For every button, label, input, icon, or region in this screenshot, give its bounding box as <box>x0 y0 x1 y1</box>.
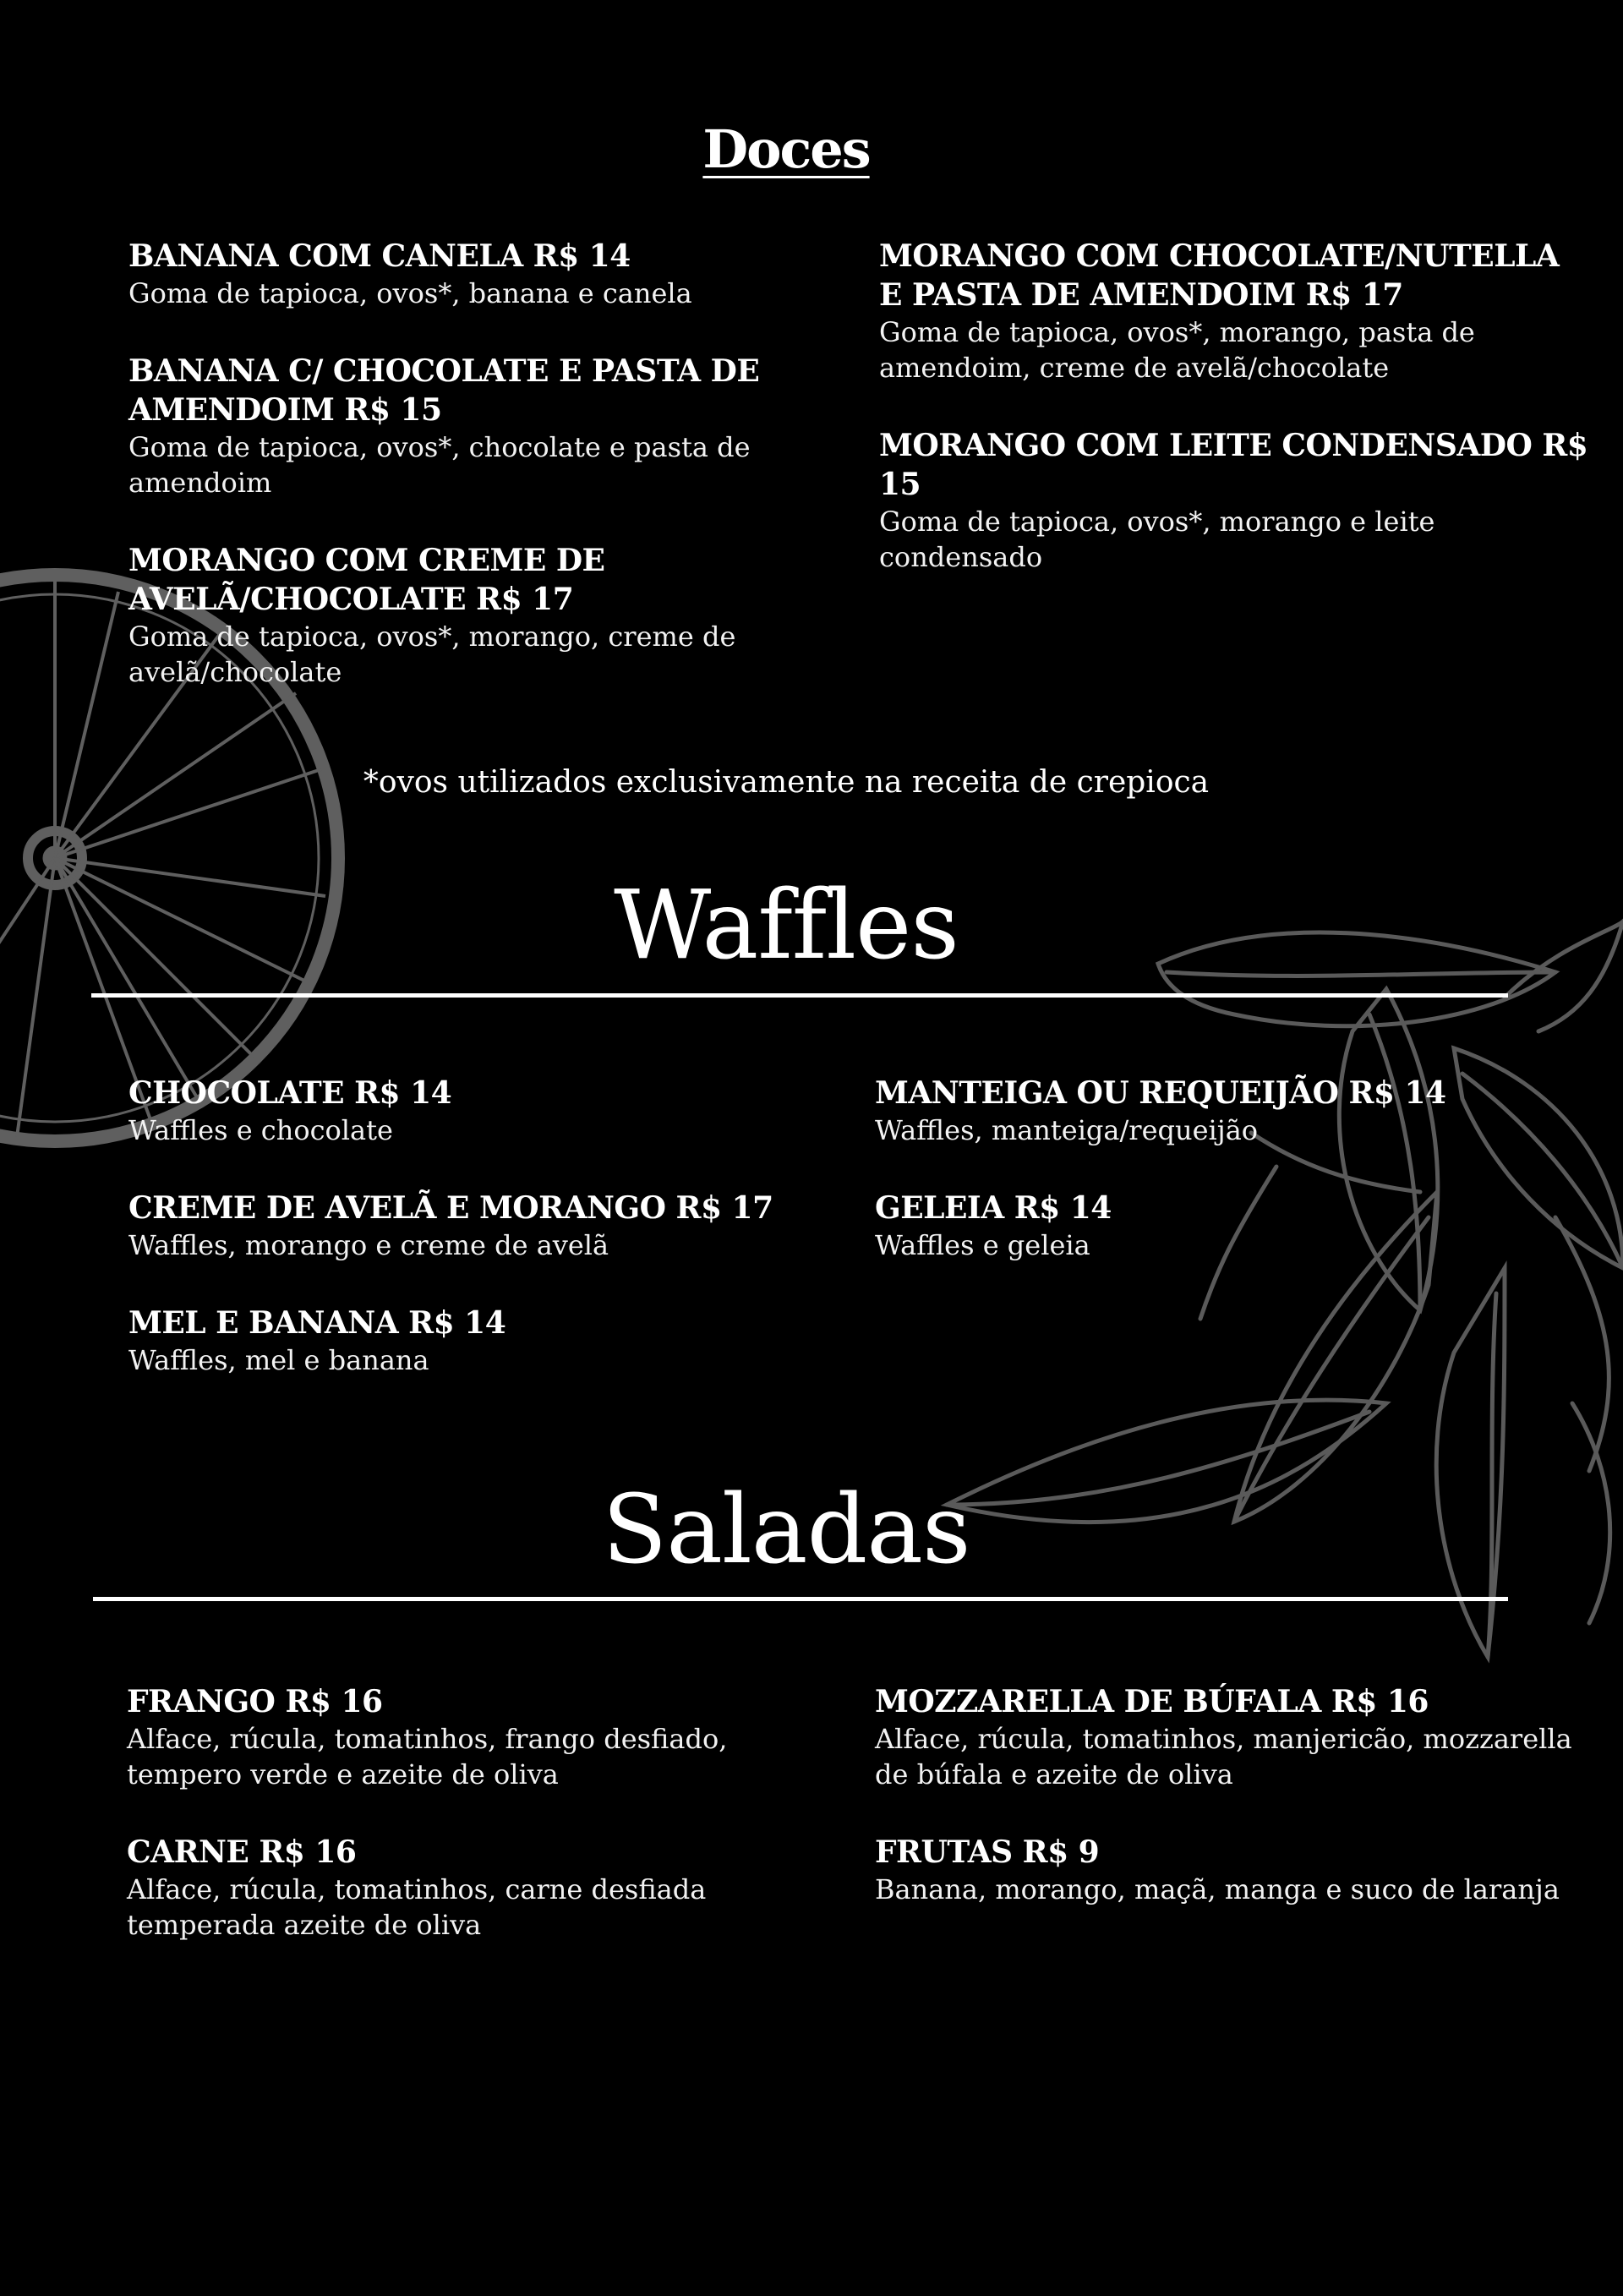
menu-item-name: CHOCOLATE R$ 14 <box>128 1075 452 1111</box>
menu-item-description: Goma de tapioca, ovos*, chocolate e pasta de amendoim <box>128 431 751 499</box>
menu-item <box>128 541 830 690</box>
eggs-footnote: *ovos utilizados exclusivamente na receita de crepioca <box>363 765 1210 800</box>
menu-item <box>875 1682 1585 1792</box>
menu-item-name: CREME DE AVELÃ E MORANGO R$ 17 <box>128 1190 773 1226</box>
menu-item <box>875 1833 1585 1907</box>
menu-item-description: Goma de tapioca, ovos*, morango e leite condensado <box>879 506 1435 573</box>
menu-item-name: MANTEIGA OU REQUEIJÃO R$ 14 <box>875 1075 1446 1111</box>
saladas-section-title: Saladas <box>602 1475 970 1585</box>
menu-item-name: MORANGO COM LEITE CONDENSADO R$ 15 <box>879 428 1588 502</box>
menu-item-description: Goma de tapioca, ovos*, morango, pasta de amendoim, creme de avelã/chocolate <box>879 316 1475 384</box>
menu-item-description: Waffles, manteiga/requeijão <box>875 1114 1259 1146</box>
leaves-illustration-icon <box>913 913 1623 1708</box>
menu-item <box>875 1074 1585 1148</box>
waffles-right-column <box>875 1074 1585 1304</box>
menu-item-description: Waffles e geleia <box>875 1229 1090 1261</box>
waffles-left-column <box>128 1074 830 1419</box>
menu-item <box>127 1833 828 1943</box>
menu-item <box>128 1304 830 1378</box>
doces-right-column <box>879 237 1589 615</box>
menu-item-name: BANANA C/ CHOCOLATE E PASTA DE AMENDOIM R$ 15 <box>128 353 760 428</box>
menu-item-name: MORANGO COM CREME DE AVELÃ/CHOCOLATE R$ 17 <box>128 543 605 617</box>
menu-item <box>879 426 1589 575</box>
waffles-divider <box>91 993 1508 998</box>
saladas-divider <box>93 1597 1508 1601</box>
menu-item-name: GELEIA R$ 14 <box>875 1190 1112 1226</box>
saladas-left-column <box>127 1682 828 1983</box>
menu-item-name: MORANGO COM CHOCOLATE/NUTELLA E PASTA DE AMENDOIM R$ 17 <box>879 238 1560 313</box>
menu-item-name: BANANA COM CANELA R$ 14 <box>128 238 631 274</box>
menu-item-name: FRUTAS R$ 9 <box>875 1834 1100 1870</box>
menu-item-description: Goma de tapioca, ovos*, banana e canela <box>128 277 692 309</box>
menu-item <box>875 1189 1585 1263</box>
menu-item-description: Alface, rúcula, tomatinhos, frango desfiado, tempero verde e azeite de oliva <box>127 1723 728 1790</box>
menu-item-description: Alface, rúcula, tomatinhos, carne desfiada temperada azeite de oliva <box>127 1873 707 1941</box>
menu-item-name: CARNE R$ 16 <box>127 1834 357 1870</box>
waffles-section-title: Waffles <box>614 871 959 981</box>
saladas-right-column <box>875 1682 1585 1948</box>
menu-item-description: Banana, morango, maçã, manga e suco de laranja <box>875 1873 1560 1905</box>
menu-item-description: Waffles e chocolate <box>128 1114 393 1146</box>
menu-item-name: MOZZARELLA DE BÚFALA R$ 16 <box>875 1684 1429 1719</box>
menu-item <box>128 352 830 500</box>
menu-item-description: Goma de tapioca, ovos*, morango, creme de avelã/chocolate <box>128 620 736 688</box>
menu-item <box>128 1189 830 1263</box>
menu-item <box>128 237 830 311</box>
menu-item-name: FRANGO R$ 16 <box>127 1684 383 1719</box>
menu-item <box>128 1074 830 1148</box>
menu-item-name: MEL E BANANA R$ 14 <box>128 1305 506 1341</box>
menu-item-description: Alface, rúcula, tomatinhos, manjericão, mozzarella de búfala e azeite de oliva <box>875 1723 1572 1790</box>
doces-left-column <box>128 237 830 730</box>
doces-section-title: Doces <box>702 118 870 180</box>
menu-item-description: Waffles, mel e banana <box>128 1344 429 1376</box>
menu-item <box>879 237 1589 385</box>
menu-item <box>127 1682 828 1792</box>
menu-item-description: Waffles, morango e creme de avelã <box>128 1229 609 1261</box>
